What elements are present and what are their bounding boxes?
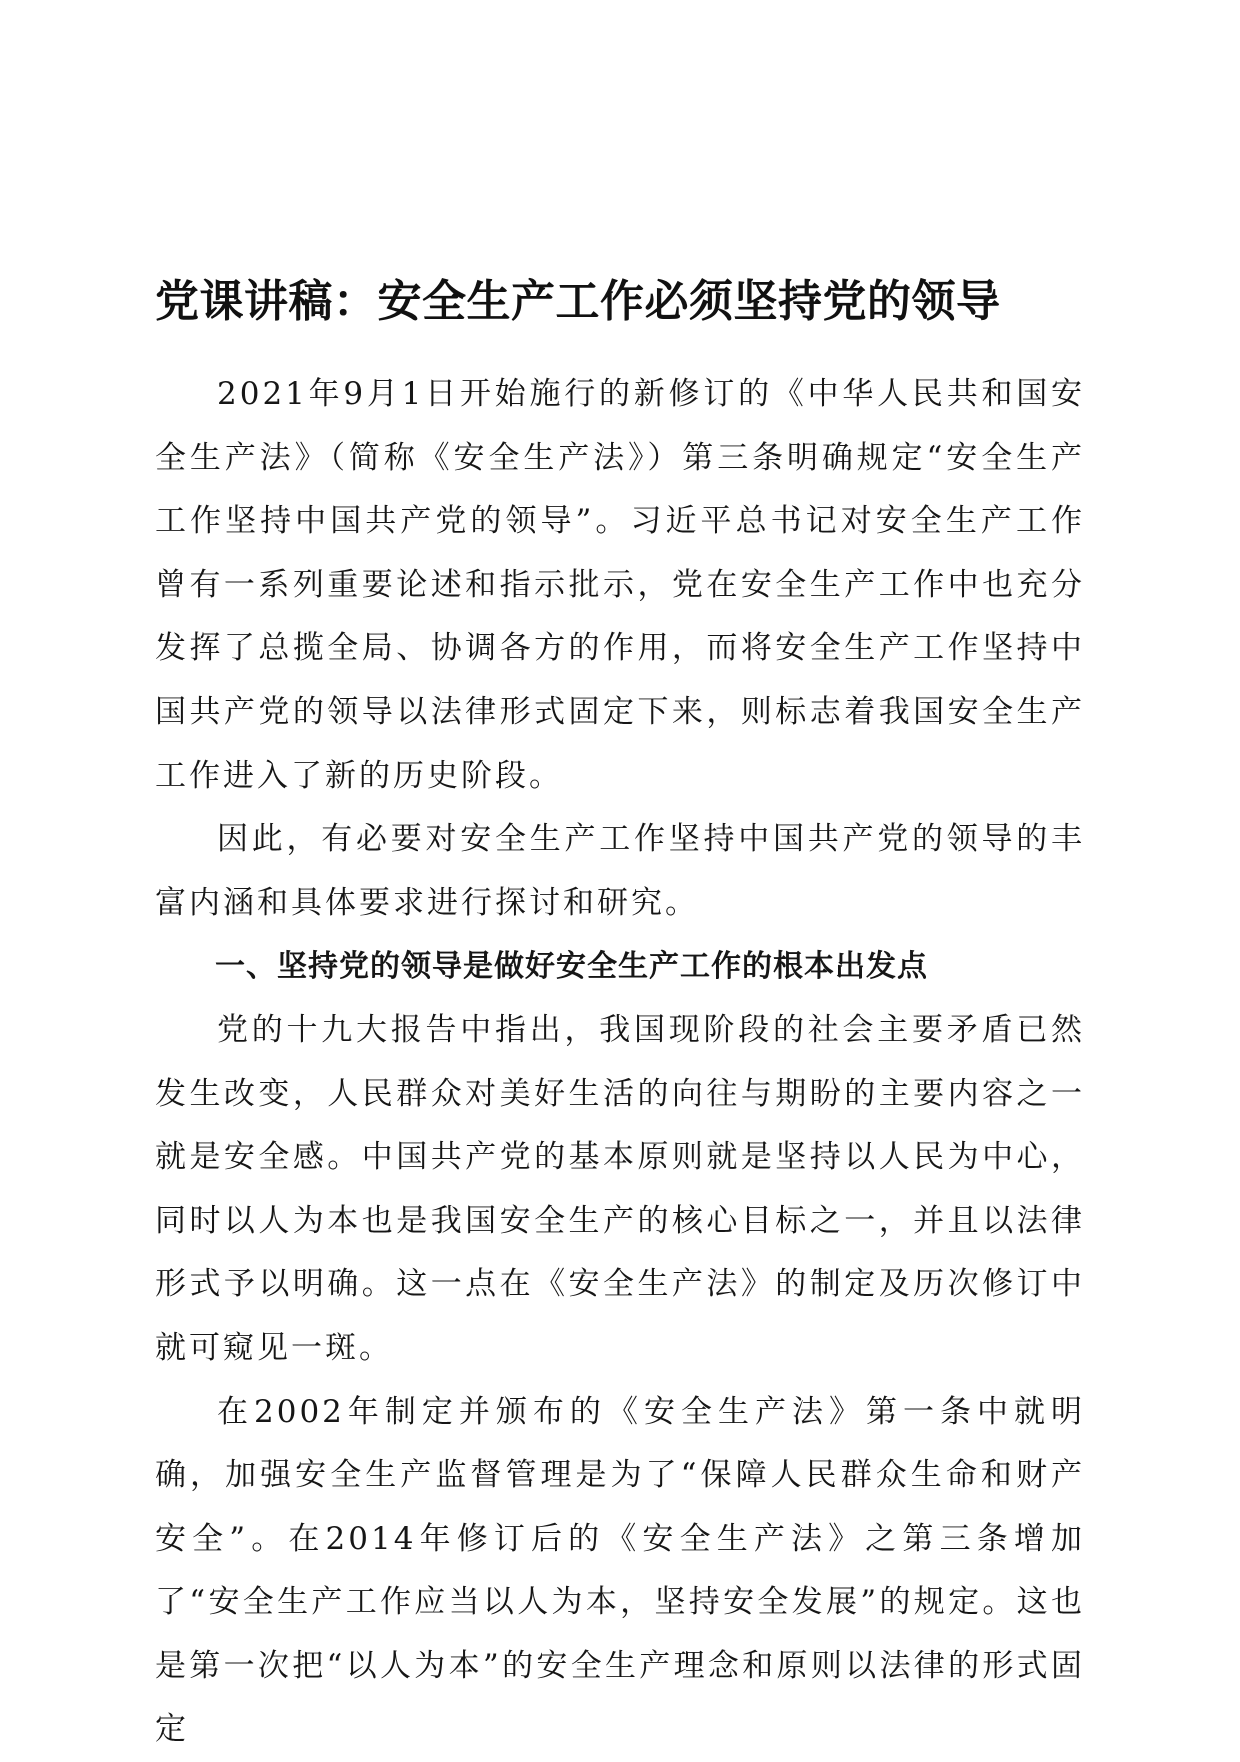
paragraph-intro: 2021年9月1日开始施行的新修订的《中华人民共和国安全生产法》（简称《安全生产法》）第三条明确规定“安全生产工作坚持中国共产党的领导”。习近平总书记对安全生产工作曾有一系列重要论述和指示批示，党在安全生产工作中也充分发挥了总揽全局、协调各方的作用，而将安全生产工作坚持中国共产党的领导以法律形式固定下来，则标志着我国安全生产工作进入了新的历史阶段。: [155, 363, 1085, 808]
document-body: [155, 363, 1085, 1762]
paragraph-purpose: 因此，有必要对安全生产工作坚持中国共产党的领导的丰富内涵和具体要求进行探讨和研究。: [155, 808, 1085, 935]
section-heading: 一、坚持党的领导是做好安全生产工作的根本出发点: [155, 935, 1085, 999]
paragraph-section-1: 党的十九大报告中指出，我国现阶段的社会主要矛盾已然发生改变，人民群众对美好生活的向往与期盼的主要内容之一就是安全感。中国共产党的基本原则就是坚持以人民为中心，同时以人为本也是我国安全生产的核心目标之一，并且以法律形式予以明确。这一点在《安全生产法》的制定及历次修订中就可窥见一斑。: [155, 999, 1085, 1381]
paragraph-section-2: 在2002年制定并颁布的《安全生产法》第一条中就明确，加强安全生产监督管理是为了“保障人民群众生命和财产安全”。在2014年修订后的《安全生产法》之第三条增加了“安全生产工作应当以人为本，坚持安全发展”的规定。这也是第一次把“以人为本”的安全生产理念和原则以法律的形式固定: [155, 1381, 1085, 1762]
document-title: 党课讲稿：安全生产工作必须坚持党的领导: [155, 272, 1085, 332]
